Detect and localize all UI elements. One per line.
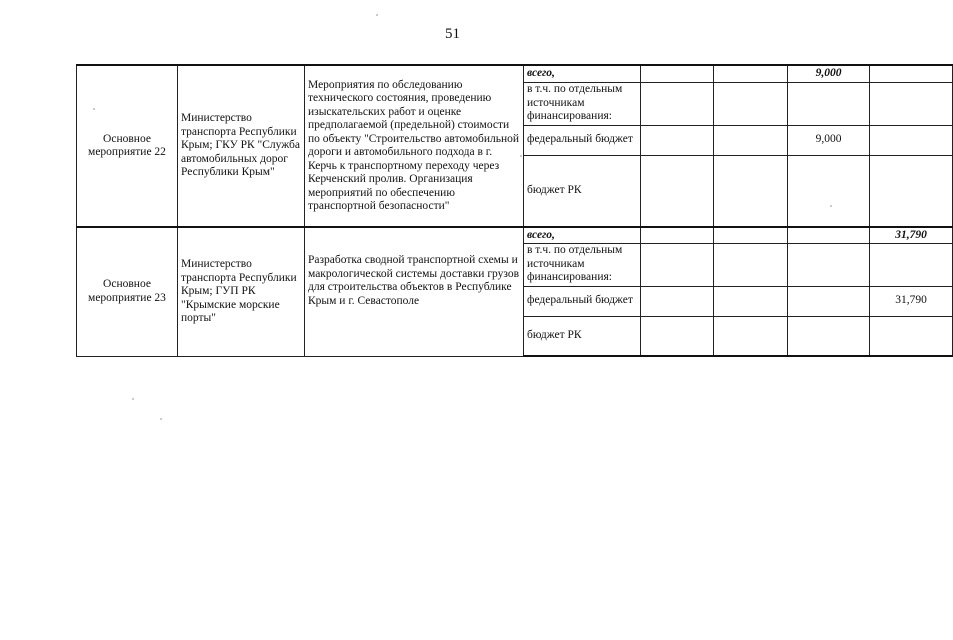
source-label: всего,	[524, 227, 641, 243]
value-cell	[641, 155, 714, 227]
scan-speck	[830, 205, 832, 207]
scan-speck	[520, 155, 522, 157]
table-row	[77, 227, 953, 243]
scan-speck	[132, 398, 134, 400]
value-cell	[714, 155, 788, 227]
value-cell	[788, 155, 870, 227]
value-cell	[641, 65, 714, 82]
value-cell	[870, 155, 953, 227]
source-label: в т.ч. по отдельным источникам финансирования:	[524, 243, 641, 286]
value-cell	[714, 243, 788, 286]
value-cell	[714, 286, 788, 316]
value-cell	[641, 82, 714, 125]
value-cell	[870, 82, 953, 125]
source-label: бюджет РК	[524, 155, 641, 227]
value-cell	[870, 243, 953, 286]
source-label: в т.ч. по отдельным источникам финансирования:	[524, 82, 641, 125]
source-label: всего,	[524, 65, 641, 82]
scan-speck	[160, 418, 162, 420]
event-cell: Основное мероприятие 23	[77, 227, 178, 356]
value-cell	[788, 243, 870, 286]
table-row	[77, 65, 953, 82]
value-cell	[788, 82, 870, 125]
value-cell: 31,790	[870, 286, 953, 316]
value-cell	[788, 227, 870, 243]
value-cell	[714, 227, 788, 243]
value-cell	[641, 227, 714, 243]
value-cell	[714, 82, 788, 125]
value-cell: 9,000	[788, 65, 870, 82]
value-cell: 9,000	[788, 125, 870, 155]
description-cell: Мероприятия по обследованию технического состояния, проведению изыскательских работ и оценке предполагаемой (предельной) стоимости по объекту "Строительство автомобильной дороги и автомобильного подхода в г. Керчь к транспортному переходу через Керченский пролив. Организация мероприятий по обеспечению транспортной безопасности"	[305, 65, 524, 227]
executor-cell: Министерство транспорта Республики Крым; ГКУ РК "Служба автомобильных дорог Республики Крым"	[178, 65, 305, 227]
scan-speck	[376, 14, 378, 16]
value-cell	[641, 316, 714, 356]
source-label: федеральный бюджет	[524, 125, 641, 155]
page-number: 51	[445, 26, 460, 42]
value-cell	[788, 316, 870, 356]
scan-speck	[93, 108, 95, 110]
value-cell	[870, 65, 953, 82]
value-cell	[870, 125, 953, 155]
value-cell	[870, 316, 953, 356]
event-cell: Основное мероприятие 22	[77, 65, 178, 227]
value-cell	[641, 243, 714, 286]
source-label: федеральный бюджет	[524, 286, 641, 316]
value-cell	[788, 286, 870, 316]
value-cell	[641, 286, 714, 316]
value-cell: 31,790	[870, 227, 953, 243]
source-label: бюджет РК	[524, 316, 641, 356]
value-cell	[641, 125, 714, 155]
value-cell	[714, 65, 788, 82]
value-cell	[714, 316, 788, 356]
value-cell	[714, 125, 788, 155]
description-cell: Разработка сводной транспортной схемы и макрологической системы доставки грузов для строительства объектов в Республике Крым и г. Севастополе	[305, 227, 524, 356]
funding-table	[76, 64, 953, 357]
executor-cell: Министерство транспорта Республики Крым; ГУП РК "Крымские морские порты"	[178, 227, 305, 356]
